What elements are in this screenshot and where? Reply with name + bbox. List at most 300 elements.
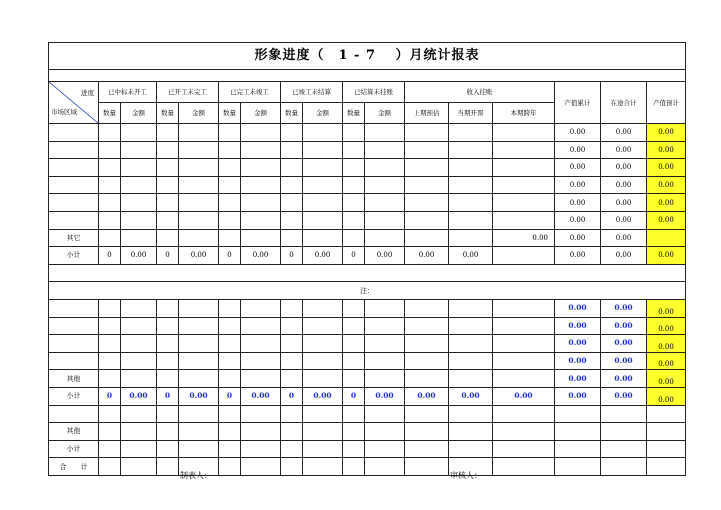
qty-header: 数量 xyxy=(281,103,303,124)
value-cell xyxy=(281,211,303,229)
value-cell xyxy=(405,211,449,229)
value-cell xyxy=(493,423,555,441)
value-cell xyxy=(99,317,121,335)
output-forecast-cell: 0.00 xyxy=(647,211,686,229)
prepared-by-label: 制表人： xyxy=(180,471,212,480)
reviewed-by-label: 审核人： xyxy=(450,471,482,480)
value-cell xyxy=(121,159,157,177)
subtotal-cell: 0 xyxy=(343,247,365,265)
output-total-cell: 0.00 xyxy=(555,370,601,388)
value-cell xyxy=(179,141,219,159)
value-cell xyxy=(343,335,365,353)
value-cell xyxy=(99,370,121,388)
value-cell xyxy=(281,352,303,370)
in-transit-cell: 0.00 xyxy=(601,211,647,229)
value-cell xyxy=(179,405,219,423)
value-cell xyxy=(219,370,241,388)
value-cell xyxy=(365,211,405,229)
report-title: 形象进度（ 1 - 7 ）月统计报表 xyxy=(49,43,686,70)
value-cell xyxy=(405,423,449,441)
region-cell xyxy=(49,299,99,317)
value-cell xyxy=(99,141,121,159)
subtotal-cell: 0 xyxy=(343,387,365,405)
output-forecast-cell-value: 0.00 xyxy=(658,325,674,334)
output-forecast-cell xyxy=(647,335,686,353)
value-cell xyxy=(449,335,493,353)
value-cell xyxy=(241,405,281,423)
value-cell xyxy=(405,124,449,142)
value-cell xyxy=(365,124,405,142)
subtotal-cell: 0 xyxy=(99,387,121,405)
subtotal-cell: 0.00 xyxy=(303,387,343,405)
region-cell xyxy=(49,159,99,177)
output-forecast-cell xyxy=(647,299,686,317)
value-cell xyxy=(555,423,601,441)
value-cell xyxy=(157,335,179,353)
value-cell xyxy=(493,370,555,388)
value-cell xyxy=(99,194,121,212)
qty-header: 数量 xyxy=(219,103,241,124)
output-forecast-cell-value: 0.00 xyxy=(658,342,674,351)
value-cell xyxy=(121,229,157,247)
output-total-cell: 0.00 xyxy=(555,299,601,317)
value-cell xyxy=(241,229,281,247)
value-cell xyxy=(99,124,121,142)
in-transit-cell: 0.00 xyxy=(601,335,647,353)
value-cell xyxy=(405,352,449,370)
value-cell xyxy=(303,124,343,142)
other-row xyxy=(49,229,686,247)
value-cell xyxy=(647,423,686,441)
value-cell xyxy=(449,124,493,142)
subtotal-cell: 0 xyxy=(99,247,121,265)
blank-cell xyxy=(49,264,686,282)
value-cell xyxy=(281,299,303,317)
qty-header: 数量 xyxy=(157,103,179,124)
footer xyxy=(0,470,721,484)
diagonal-region-label: 市场区域 xyxy=(51,108,77,116)
value-cell xyxy=(303,440,343,458)
in-transit-cell: 0.00 xyxy=(601,229,647,247)
value-cell xyxy=(99,423,121,441)
value-cell xyxy=(281,141,303,159)
diagonal-header-cell xyxy=(49,82,99,124)
value-cell xyxy=(99,440,121,458)
subtotal-label: 小计 xyxy=(49,247,99,265)
value-cell xyxy=(365,370,405,388)
output-forecast-cell: 0.00 xyxy=(647,176,686,194)
value-cell xyxy=(241,352,281,370)
value-cell xyxy=(449,229,493,247)
income-cross-year-header: 本期跨年 xyxy=(493,103,555,124)
subtotal-cell: 0.00 xyxy=(647,247,686,265)
value-cell xyxy=(157,141,179,159)
subtotal-cell-value: 0.00 xyxy=(658,395,674,404)
cross-year-cell: 0.00 xyxy=(493,229,555,247)
value-cell xyxy=(121,176,157,194)
value-cell xyxy=(157,299,179,317)
row-label: 小计 xyxy=(49,440,99,458)
value-cell xyxy=(179,335,219,353)
value-cell xyxy=(121,141,157,159)
subtotal-cell: 0.00 xyxy=(555,387,601,405)
value-cell xyxy=(219,176,241,194)
note-row xyxy=(49,282,686,300)
subtotal-cell: 0.00 xyxy=(405,387,449,405)
region-cell xyxy=(49,141,99,159)
value-cell xyxy=(365,423,405,441)
value-cell xyxy=(303,299,343,317)
income-group-header: 收入挂账 xyxy=(405,82,555,103)
value-cell xyxy=(99,299,121,317)
region-cell xyxy=(49,317,99,335)
spacer-row xyxy=(49,70,686,82)
output-total-cell: 0.00 xyxy=(555,317,601,335)
value-cell xyxy=(157,317,179,335)
value-cell xyxy=(121,124,157,142)
value-cell xyxy=(405,176,449,194)
value-cell xyxy=(121,299,157,317)
data-row xyxy=(49,159,686,177)
income-current-invoice-header: 当期开票 xyxy=(449,103,493,124)
output-forecast-cell: 0.00 xyxy=(647,159,686,177)
value-cell xyxy=(121,352,157,370)
value-cell xyxy=(493,299,555,317)
value-cell xyxy=(405,299,449,317)
value-cell xyxy=(343,229,365,247)
subtotal-cell: 0.00 xyxy=(449,247,493,265)
value-cell xyxy=(281,194,303,212)
value-cell xyxy=(493,440,555,458)
output-forecast-cell xyxy=(647,370,686,388)
value-cell xyxy=(157,423,179,441)
output-forecast-cell-value: 0.00 xyxy=(658,360,674,369)
value-cell xyxy=(121,211,157,229)
region-cell xyxy=(49,335,99,353)
output-total-header: 产值累计 xyxy=(555,82,601,124)
in-transit-cell: 0.00 xyxy=(601,124,647,142)
cross-year-cell xyxy=(493,124,555,142)
value-cell xyxy=(303,176,343,194)
cross-year-cell xyxy=(493,159,555,177)
group-header: 已结算未挂账 xyxy=(343,82,405,103)
data-row xyxy=(49,124,686,142)
value-cell xyxy=(281,370,303,388)
group-header: 已开工未完工 xyxy=(157,82,219,103)
value-cell xyxy=(219,299,241,317)
report-sheet xyxy=(48,42,685,476)
output-forecast-cell-value: 0.00 xyxy=(658,377,674,386)
value-cell xyxy=(365,352,405,370)
subtotal-cell: 0.00 xyxy=(179,387,219,405)
value-cell xyxy=(121,440,157,458)
value-cell xyxy=(99,211,121,229)
data-row xyxy=(49,352,686,370)
value-cell xyxy=(241,124,281,142)
data-row xyxy=(49,141,686,159)
value-cell xyxy=(281,317,303,335)
value-cell xyxy=(343,176,365,194)
value-cell xyxy=(343,124,365,142)
output-total-cell: 0.00 xyxy=(555,352,601,370)
value-cell xyxy=(219,124,241,142)
value-cell xyxy=(241,423,281,441)
value-cell xyxy=(555,440,601,458)
row-label: 其他 xyxy=(49,423,99,441)
value-cell xyxy=(179,124,219,142)
output-total-cell: 0.00 xyxy=(555,176,601,194)
output-total-cell: 0.00 xyxy=(555,211,601,229)
value-cell xyxy=(343,423,365,441)
subtotal-cell: 0.00 xyxy=(303,247,343,265)
value-cell xyxy=(647,405,686,423)
value-cell xyxy=(121,335,157,353)
value-cell xyxy=(449,405,493,423)
value-cell xyxy=(157,370,179,388)
data-row xyxy=(49,299,686,317)
value-cell xyxy=(99,335,121,353)
value-cell xyxy=(303,317,343,335)
value-cell xyxy=(241,335,281,353)
value-cell xyxy=(303,335,343,353)
value-cell xyxy=(647,440,686,458)
subtotal-cell: 0.00 xyxy=(405,247,449,265)
value-cell xyxy=(219,423,241,441)
value-cell xyxy=(303,211,343,229)
value-cell xyxy=(179,440,219,458)
value-cell xyxy=(219,352,241,370)
value-cell xyxy=(281,124,303,142)
output-forecast-cell xyxy=(647,317,686,335)
diagonal-progress-label: 进度 xyxy=(81,89,94,97)
value-cell xyxy=(343,317,365,335)
value-cell xyxy=(241,370,281,388)
section-2 xyxy=(49,299,686,387)
value-cell xyxy=(343,352,365,370)
amt-header: 金额 xyxy=(179,103,219,124)
output-total-cell: 0.00 xyxy=(555,124,601,142)
value-cell xyxy=(343,440,365,458)
value-cell xyxy=(179,317,219,335)
value-cell xyxy=(241,317,281,335)
value-cell xyxy=(365,299,405,317)
output-total-cell: 0.00 xyxy=(555,229,601,247)
value-cell xyxy=(449,440,493,458)
value-cell xyxy=(343,405,365,423)
value-cell xyxy=(179,229,219,247)
value-cell xyxy=(157,159,179,177)
other-row xyxy=(49,370,686,388)
value-cell xyxy=(99,176,121,194)
section3-row xyxy=(49,423,686,441)
subtotal-cell: 0.00 xyxy=(365,247,405,265)
value-cell xyxy=(449,159,493,177)
value-cell xyxy=(121,370,157,388)
value-cell xyxy=(157,211,179,229)
output-forecast-header: 产值预计 xyxy=(647,82,686,124)
value-cell xyxy=(303,141,343,159)
value-cell xyxy=(449,141,493,159)
value-cell xyxy=(179,176,219,194)
value-cell xyxy=(365,229,405,247)
subtotal-cell xyxy=(647,387,686,405)
subtotal-cell: 0.00 xyxy=(601,387,647,405)
value-cell xyxy=(365,335,405,353)
amt-header: 金额 xyxy=(303,103,343,124)
in-transit-cell: 0.00 xyxy=(601,194,647,212)
value-cell xyxy=(303,405,343,423)
value-cell xyxy=(219,159,241,177)
value-cell xyxy=(219,141,241,159)
data-row xyxy=(49,194,686,212)
region-cell xyxy=(49,124,99,142)
in-transit-cell: 0.00 xyxy=(601,299,647,317)
value-cell xyxy=(281,440,303,458)
value-cell xyxy=(281,335,303,353)
output-forecast-cell-value: 0.00 xyxy=(658,307,674,316)
subtotal-cell: 0.00 xyxy=(493,387,555,405)
other-label: 其他 xyxy=(49,370,99,388)
value-cell xyxy=(449,423,493,441)
subtotal-cell: 0 xyxy=(281,387,303,405)
value-cell xyxy=(179,211,219,229)
value-cell xyxy=(219,335,241,353)
value-cell xyxy=(157,440,179,458)
value-cell xyxy=(449,211,493,229)
value-cell xyxy=(303,352,343,370)
value-cell xyxy=(493,352,555,370)
value-cell xyxy=(219,229,241,247)
value-cell xyxy=(449,176,493,194)
subtotal-cell: 0 xyxy=(157,247,179,265)
output-total-cell: 0.00 xyxy=(555,159,601,177)
subtotal-cell: 0.00 xyxy=(121,387,157,405)
amt-header: 金额 xyxy=(241,103,281,124)
output-forecast-cell xyxy=(647,229,686,247)
value-cell xyxy=(121,405,157,423)
group-header: 已中标未开工 xyxy=(99,82,157,103)
value-cell xyxy=(241,299,281,317)
value-cell xyxy=(157,352,179,370)
subtotal-cell: 0.00 xyxy=(121,247,157,265)
value-cell xyxy=(405,229,449,247)
value-cell xyxy=(493,405,555,423)
output-total-cell: 0.00 xyxy=(555,194,601,212)
in-transit-cell: 0.00 xyxy=(601,141,647,159)
value-cell xyxy=(449,317,493,335)
qty-header: 数量 xyxy=(343,103,365,124)
region-cell xyxy=(49,352,99,370)
value-cell xyxy=(99,405,121,423)
cross-year-cell xyxy=(493,141,555,159)
value-cell xyxy=(121,194,157,212)
subtotal-cell: 0.00 xyxy=(241,387,281,405)
value-cell xyxy=(121,317,157,335)
output-total-cell: 0.00 xyxy=(555,335,601,353)
output-forecast-cell: 0.00 xyxy=(647,194,686,212)
subtotal-label: 小计 xyxy=(49,387,99,405)
value-cell xyxy=(365,317,405,335)
value-cell xyxy=(179,194,219,212)
value-cell xyxy=(449,194,493,212)
s1-subtotal-row xyxy=(49,247,686,265)
value-cell xyxy=(157,405,179,423)
value-cell xyxy=(449,370,493,388)
value-cell xyxy=(405,194,449,212)
value-cell xyxy=(343,194,365,212)
value-cell xyxy=(121,423,157,441)
blank-row xyxy=(49,264,686,282)
value-cell xyxy=(343,159,365,177)
value-cell xyxy=(157,124,179,142)
group-header: 已竣工未结算 xyxy=(281,82,343,103)
value-cell xyxy=(365,176,405,194)
value-cell xyxy=(365,141,405,159)
value-cell xyxy=(179,299,219,317)
subtotal-cell: 0 xyxy=(219,387,241,405)
output-forecast-cell: 0.00 xyxy=(647,124,686,142)
amt-header: 金额 xyxy=(121,103,157,124)
value-cell xyxy=(343,370,365,388)
value-cell xyxy=(303,194,343,212)
title-row xyxy=(49,43,686,70)
value-cell xyxy=(493,335,555,353)
value-cell xyxy=(601,405,647,423)
in-transit-cell: 0.00 xyxy=(601,352,647,370)
value-cell xyxy=(219,405,241,423)
subtotal-cell: 0.00 xyxy=(179,247,219,265)
value-cell xyxy=(179,423,219,441)
subtotal-cell: 0 xyxy=(219,247,241,265)
value-cell xyxy=(343,299,365,317)
value-cell xyxy=(601,440,647,458)
other-label: 其它 xyxy=(49,229,99,247)
amt-header: 金额 xyxy=(365,103,405,124)
header-row-1 xyxy=(49,82,686,103)
value-cell xyxy=(219,440,241,458)
value-cell xyxy=(179,159,219,177)
value-cell xyxy=(157,194,179,212)
s2-subtotal-row xyxy=(49,387,686,405)
subtotal-cell: 0.00 xyxy=(601,247,647,265)
in-transit-cell: 0.00 xyxy=(601,176,647,194)
value-cell xyxy=(241,159,281,177)
value-cell xyxy=(405,335,449,353)
value-cell xyxy=(303,423,343,441)
value-cell xyxy=(281,423,303,441)
region-cell xyxy=(49,176,99,194)
value-cell xyxy=(281,229,303,247)
cross-year-cell xyxy=(493,194,555,212)
value-cell xyxy=(179,352,219,370)
value-cell xyxy=(405,317,449,335)
value-cell xyxy=(241,211,281,229)
group-header: 已完工未竣工 xyxy=(219,82,281,103)
value-cell xyxy=(449,352,493,370)
subtotal-cell: 0.00 xyxy=(241,247,281,265)
subtotal-cell: 0.00 xyxy=(365,387,405,405)
subtotal-cell: 0 xyxy=(157,387,179,405)
value-cell xyxy=(365,440,405,458)
value-cell xyxy=(303,229,343,247)
value-cell xyxy=(219,211,241,229)
value-cell xyxy=(343,141,365,159)
value-cell xyxy=(99,229,121,247)
report-table xyxy=(48,42,686,476)
total-label: 合 计 xyxy=(49,458,99,476)
output-forecast-cell: 0.00 xyxy=(647,141,686,159)
section-1 xyxy=(49,124,686,247)
